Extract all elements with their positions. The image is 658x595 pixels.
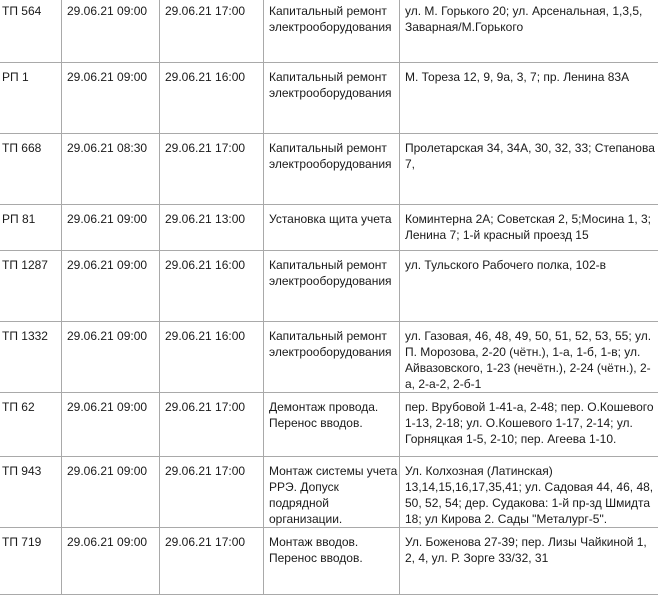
end-time-cell: 29.06.21 13:00: [160, 205, 264, 251]
address-line: М. Тореза 12, 9, 9а, 3, 7; пр. Ленина 83А: [405, 69, 658, 85]
end-time-cell: 29.06.21 16:00: [160, 251, 264, 322]
table-row: [0, 251, 658, 322]
address-line: Ленина 7; 1-й красный проезд 15: [405, 227, 658, 243]
address-cell: [400, 0, 658, 63]
address-line: Горняцкая 1-5, 2-10; пер. Агеева 1-10.: [405, 431, 658, 447]
work-type-cell: [264, 134, 400, 205]
address-cell: [400, 393, 658, 457]
address-line: а, 2-а-2, 2-б-1: [405, 376, 658, 392]
address-line: 18; ул Кирова 2. Сады "Металург-5".: [405, 511, 658, 527]
address-line: Ул. Боженова 27-39; пер. Лизы Чайкиной 1,: [405, 534, 658, 550]
table-row: [0, 457, 658, 528]
start-time-cell: 29.06.21 09:00: [62, 322, 160, 393]
address-line: П. Морозова, 2-20 (чётн.), 1-а, 1-б, 1-в; ул.: [405, 344, 658, 360]
address-line: ул. М. Горького 20; ул. Арсенальная, 1,3,5,: [405, 3, 658, 19]
table-row: [0, 393, 658, 457]
address-cell: [400, 528, 658, 595]
end-time-cell: 29.06.21 17:00: [160, 393, 264, 457]
start-time-cell: 29.06.21 09:00: [62, 393, 160, 457]
work-type-line: Капитальный ремонт: [269, 257, 394, 273]
object-cell: ТП 668: [0, 134, 62, 205]
table-row: [0, 205, 658, 251]
work-type-cell: [264, 457, 400, 528]
work-type-line: Демонтаж провода.: [269, 399, 394, 415]
address-line: Айвазовского, 1-23 (нечётн.), 2-24 (чётн.), 2-: [405, 360, 658, 376]
object-cell: ТП 1332: [0, 322, 62, 393]
address-line: Ул. Колхозная (Латинская): [405, 463, 658, 479]
end-time-cell: 29.06.21 16:00: [160, 322, 264, 393]
start-time-cell: 29.06.21 08:30: [62, 134, 160, 205]
work-type-line: электрооборудования: [269, 344, 394, 360]
table-row: [0, 63, 658, 134]
address-cell: [400, 63, 658, 134]
start-time-cell: 29.06.21 09:00: [62, 251, 160, 322]
address-cell: [400, 457, 658, 528]
table-row: [0, 0, 658, 63]
work-type-line: Перенос вводов.: [269, 415, 394, 431]
work-type-cell: [264, 0, 400, 63]
address-cell: [400, 134, 658, 205]
address-cell: [400, 205, 658, 251]
address-cell: [400, 251, 658, 322]
address-cell: [400, 322, 658, 393]
address-line: 13,14,15,16,17,35,41; ул. Садовая 44, 46, 48,: [405, 479, 658, 495]
work-type-line: Монтаж вводов.: [269, 534, 394, 550]
work-type-line: Капитальный ремонт: [269, 328, 394, 344]
table-row: [0, 322, 658, 393]
start-time-cell: 29.06.21 09:00: [62, 528, 160, 595]
work-type-line: электрооборудования: [269, 19, 394, 35]
table-row: [0, 134, 658, 205]
end-time-cell: 29.06.21 17:00: [160, 0, 264, 63]
address-line: 1-13, 2-18; ул. О.Кошевого 1-17, 2-14; ул.: [405, 415, 658, 431]
address-line: 2, 4, ул. Р. Зорге 33/32, 31: [405, 550, 658, 566]
object-cell: ТП 719: [0, 528, 62, 595]
work-type-line: организации.: [269, 511, 394, 527]
work-type-line: Капитальный ремонт: [269, 140, 394, 156]
object-cell: ТП 564: [0, 0, 62, 63]
start-time-cell: 29.06.21 09:00: [62, 205, 160, 251]
start-time-cell: 29.06.21 09:00: [62, 457, 160, 528]
work-type-cell: [264, 63, 400, 134]
work-type-cell: [264, 251, 400, 322]
end-time-cell: 29.06.21 16:00: [160, 63, 264, 134]
address-line: Заварная/М.Горького: [405, 19, 658, 35]
end-time-cell: 29.06.21 17:00: [160, 457, 264, 528]
work-type-line: Капитальный ремонт: [269, 3, 394, 19]
address-line: пер. Врубовой 1-41-а, 2-48; пер. О.Кошевого: [405, 399, 658, 415]
work-type-line: Установка щита учета: [269, 211, 394, 227]
object-cell: РП 81: [0, 205, 62, 251]
work-type-line: Перенос вводов.: [269, 550, 394, 566]
end-time-cell: 29.06.21 17:00: [160, 528, 264, 595]
address-line: 50, 52, 54; дер. Судакова: 1-й пр-зд Шмидта: [405, 495, 658, 511]
object-cell: ТП 943: [0, 457, 62, 528]
work-type-line: электрооборудования: [269, 273, 394, 289]
work-type-line: Капитальный ремонт: [269, 69, 394, 85]
work-type-cell: [264, 205, 400, 251]
table-row: [0, 528, 658, 595]
address-line: Коминтерна 2А; Советская 2, 5;Мосина 1, 3;: [405, 211, 658, 227]
work-type-cell: [264, 322, 400, 393]
address-line: 7,: [405, 156, 658, 172]
work-type-cell: [264, 528, 400, 595]
object-cell: ТП 1287: [0, 251, 62, 322]
work-type-line: подрядной: [269, 495, 394, 511]
object-cell: РП 1: [0, 63, 62, 134]
work-type-line: Монтаж системы учета: [269, 463, 394, 479]
object-cell: ТП 62: [0, 393, 62, 457]
work-type-line: электрооборудования: [269, 85, 394, 101]
work-type-line: электрооборудования: [269, 156, 394, 172]
work-type-cell: [264, 393, 400, 457]
start-time-cell: 29.06.21 09:00: [62, 63, 160, 134]
address-line: ул. Газовая, 46, 48, 49, 50, 51, 52, 53, 55; ул.: [405, 328, 658, 344]
work-type-line: РРЭ. Допуск: [269, 479, 394, 495]
start-time-cell: 29.06.21 09:00: [62, 0, 160, 63]
end-time-cell: 29.06.21 17:00: [160, 134, 264, 205]
address-line: ул. Тульского Рабочего полка, 102-в: [405, 257, 658, 273]
address-line: Пролетарская 34, 34А, 30, 32, 33; Степанова: [405, 140, 658, 156]
